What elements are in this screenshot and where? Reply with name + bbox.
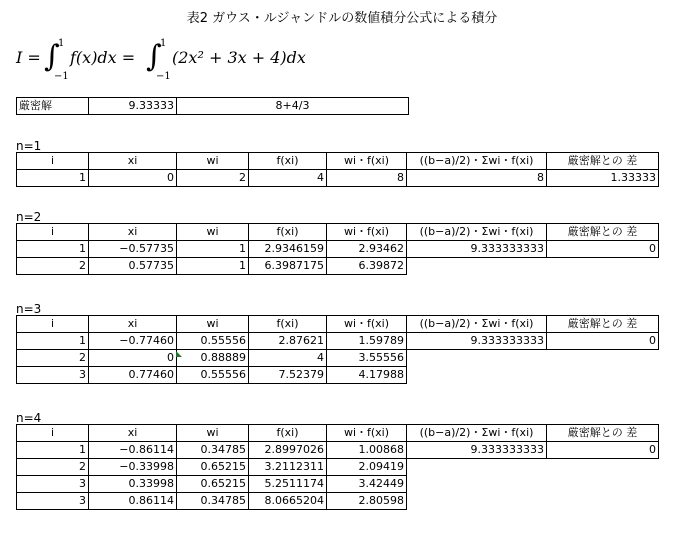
table-cell[interactable]: 0 <box>89 350 177 367</box>
exact-label-cell[interactable]: 厳密解 <box>17 98 89 115</box>
table-cell[interactable]: 1 <box>17 442 89 459</box>
table-cell[interactable]: 1 <box>17 241 89 258</box>
table-row <box>17 241 659 258</box>
empty-cell <box>547 476 659 493</box>
upper-limit-2: 1 <box>160 38 167 49</box>
page-title: 表2 ガウス・ルジャンドルの数値積分公式による積分 <box>186 11 498 26</box>
empty-cell <box>547 350 659 367</box>
table-cell[interactable]: 0.57735 <box>89 258 177 275</box>
cell-marker-icon <box>176 351 182 357</box>
table-cell[interactable]: 5.2511174 <box>249 476 327 493</box>
table-row <box>17 170 659 187</box>
section-label: n=1 <box>16 139 42 153</box>
section-label: n=4 <box>16 411 42 425</box>
table-cell[interactable]: 3.2112311 <box>249 459 327 476</box>
table-cell[interactable]: 3.42449 <box>327 476 407 493</box>
table-cell[interactable]: 2.93462 <box>327 241 407 258</box>
table-cell[interactable]: 4 <box>249 350 327 367</box>
table-cell[interactable]: 7.52379 <box>249 367 327 384</box>
column-header[interactable]: f(xi) <box>249 224 327 241</box>
table-cell[interactable]: 9.333333333 <box>407 241 547 258</box>
table-row <box>17 258 659 275</box>
table-cell[interactable]: 2 <box>17 350 89 367</box>
empty-cell <box>547 459 659 476</box>
column-header[interactable]: wi <box>177 425 249 442</box>
table-cell[interactable]: 8 <box>407 170 547 187</box>
table-cell[interactable]: 0.88889 <box>177 350 249 367</box>
empty-cell <box>407 367 547 384</box>
table-cell[interactable]: −0.57735 <box>89 241 177 258</box>
table-cell[interactable]: 0.65215 <box>177 459 249 476</box>
quadrature-table <box>16 152 659 187</box>
empty-cell <box>547 258 659 275</box>
integral-formula <box>16 38 396 84</box>
table-cell[interactable]: 0.55556 <box>177 367 249 384</box>
table-cell[interactable]: 4 <box>249 170 327 187</box>
table-cell[interactable]: 3 <box>17 493 89 510</box>
column-header[interactable]: 厳密解との 差 <box>547 425 659 442</box>
table-cell[interactable]: 0.65215 <box>177 476 249 493</box>
table-cell[interactable]: −0.77460 <box>89 333 177 350</box>
table-row <box>17 333 659 350</box>
table-row <box>17 476 659 493</box>
table-cell[interactable]: 0.34785 <box>177 493 249 510</box>
formula-integrand-2: (2x² + 3x + 4)dx <box>172 48 306 67</box>
table-cell[interactable]: 1 <box>177 241 249 258</box>
column-header[interactable]: i <box>17 153 89 170</box>
section-label: n=2 <box>16 210 42 224</box>
table-cell[interactable]: 9.333333333 <box>407 442 547 459</box>
column-header[interactable]: 厳密解との 差 <box>547 153 659 170</box>
column-header[interactable]: f(xi) <box>249 153 327 170</box>
table-cell[interactable]: 2.9346159 <box>249 241 327 258</box>
integral-sign-1: ∫ <box>44 39 60 74</box>
formula-lhs: I = <box>16 48 41 67</box>
empty-cell <box>407 476 547 493</box>
table-cell[interactable]: 2 <box>17 459 89 476</box>
column-header[interactable]: wi・f(xi) <box>327 153 407 170</box>
empty-cell <box>407 459 547 476</box>
lower-limit-1: −1 <box>54 71 69 82</box>
column-header[interactable]: 厳密解との 差 <box>547 316 659 333</box>
empty-cell <box>547 367 659 384</box>
table-cell[interactable]: 0.33998 <box>89 476 177 493</box>
table-row <box>17 493 659 510</box>
table-cell[interactable]: 0.86114 <box>89 493 177 510</box>
table-cell[interactable]: 3 <box>17 476 89 493</box>
table-cell[interactable]: 0 <box>547 442 659 459</box>
column-header[interactable]: xi <box>89 153 177 170</box>
table-cell[interactable]: 1.33333 <box>547 170 659 187</box>
empty-cell <box>407 350 547 367</box>
exact-expression-cell[interactable]: 8+4/3 <box>177 98 409 115</box>
table-row <box>17 442 659 459</box>
table-cell[interactable]: 0 <box>547 241 659 258</box>
table-cell[interactable]: 3 <box>17 367 89 384</box>
table-cell[interactable]: 9.333333333 <box>407 333 547 350</box>
table-cell[interactable]: 4.17988 <box>327 367 407 384</box>
header-row <box>17 224 659 241</box>
table-cell[interactable]: 2.87621 <box>249 333 327 350</box>
table-row <box>17 459 659 476</box>
table-cell[interactable]: 1 <box>17 170 89 187</box>
table-cell[interactable]: 0 <box>547 333 659 350</box>
table-cell[interactable]: 6.39872 <box>327 258 407 275</box>
table-cell[interactable]: 0.55556 <box>177 333 249 350</box>
column-header[interactable]: xi <box>89 316 177 333</box>
exact-value-cell[interactable]: 9.33333 <box>89 98 177 115</box>
header-row <box>17 153 659 170</box>
table-cell[interactable]: 1 <box>17 333 89 350</box>
table-cell[interactable]: 1 <box>177 258 249 275</box>
exact-solution-table <box>16 97 409 115</box>
column-header[interactable]: ((b−a)/2)・Σwi・f(xi) <box>407 425 547 442</box>
table-cell[interactable]: 2.8997026 <box>249 442 327 459</box>
empty-cell <box>547 493 659 510</box>
column-header[interactable]: ((b−a)/2)・Σwi・f(xi) <box>407 153 547 170</box>
column-header[interactable]: f(xi) <box>249 425 327 442</box>
column-header[interactable]: wi <box>177 153 249 170</box>
empty-cell <box>407 493 547 510</box>
column-header[interactable]: wi <box>177 224 249 241</box>
column-header[interactable]: wi <box>177 316 249 333</box>
header-row <box>17 316 659 333</box>
table-cell[interactable]: 0.34785 <box>177 442 249 459</box>
table-cell[interactable]: 0.77460 <box>89 367 177 384</box>
column-header[interactable]: xi <box>89 224 177 241</box>
exact-solution-row <box>17 98 409 115</box>
empty-cell <box>407 258 547 275</box>
table-cell[interactable]: 1.00868 <box>327 442 407 459</box>
column-header[interactable]: wi・f(xi) <box>327 425 407 442</box>
column-header[interactable]: i <box>17 316 89 333</box>
table-cell[interactable]: 2.09419 <box>327 459 407 476</box>
upper-limit-1: 1 <box>58 38 65 49</box>
integral-sign-2: ∫ <box>146 39 162 74</box>
column-header[interactable]: wi・f(xi) <box>327 224 407 241</box>
quadrature-table <box>16 223 659 275</box>
quadrature-table <box>16 424 659 510</box>
formula-integrand-1: f(x)dx = <box>70 48 136 67</box>
table-cell[interactable]: 2 <box>17 258 89 275</box>
section-label: n=3 <box>16 302 42 316</box>
table-cell[interactable]: 2 <box>177 170 249 187</box>
table-cell[interactable]: 8 <box>327 170 407 187</box>
quadrature-table <box>16 315 659 384</box>
table-cell[interactable]: 0 <box>89 170 177 187</box>
table-row <box>17 367 659 384</box>
column-header[interactable]: ((b−a)/2)・Σwi・f(xi) <box>407 224 547 241</box>
table-cell[interactable]: 8.0665204 <box>249 493 327 510</box>
column-header[interactable]: 厳密解との 差 <box>547 224 659 241</box>
lower-limit-2: −1 <box>156 71 171 82</box>
table-cell[interactable]: 6.3987175 <box>249 258 327 275</box>
column-header[interactable]: xi <box>89 425 177 442</box>
table-cell[interactable]: −0.33998 <box>89 459 177 476</box>
column-header[interactable]: i <box>17 224 89 241</box>
column-header[interactable]: wi・f(xi) <box>327 316 407 333</box>
table-cell[interactable]: 1.59789 <box>327 333 407 350</box>
table-cell[interactable]: 3.55556 <box>327 350 407 367</box>
table-cell[interactable]: 2.80598 <box>327 493 407 510</box>
column-header[interactable]: f(xi) <box>249 316 327 333</box>
table-row <box>17 350 659 367</box>
table-cell[interactable]: −0.86114 <box>89 442 177 459</box>
header-row <box>17 425 659 442</box>
column-header[interactable]: i <box>17 425 89 442</box>
column-header[interactable]: ((b−a)/2)・Σwi・f(xi) <box>407 316 547 333</box>
